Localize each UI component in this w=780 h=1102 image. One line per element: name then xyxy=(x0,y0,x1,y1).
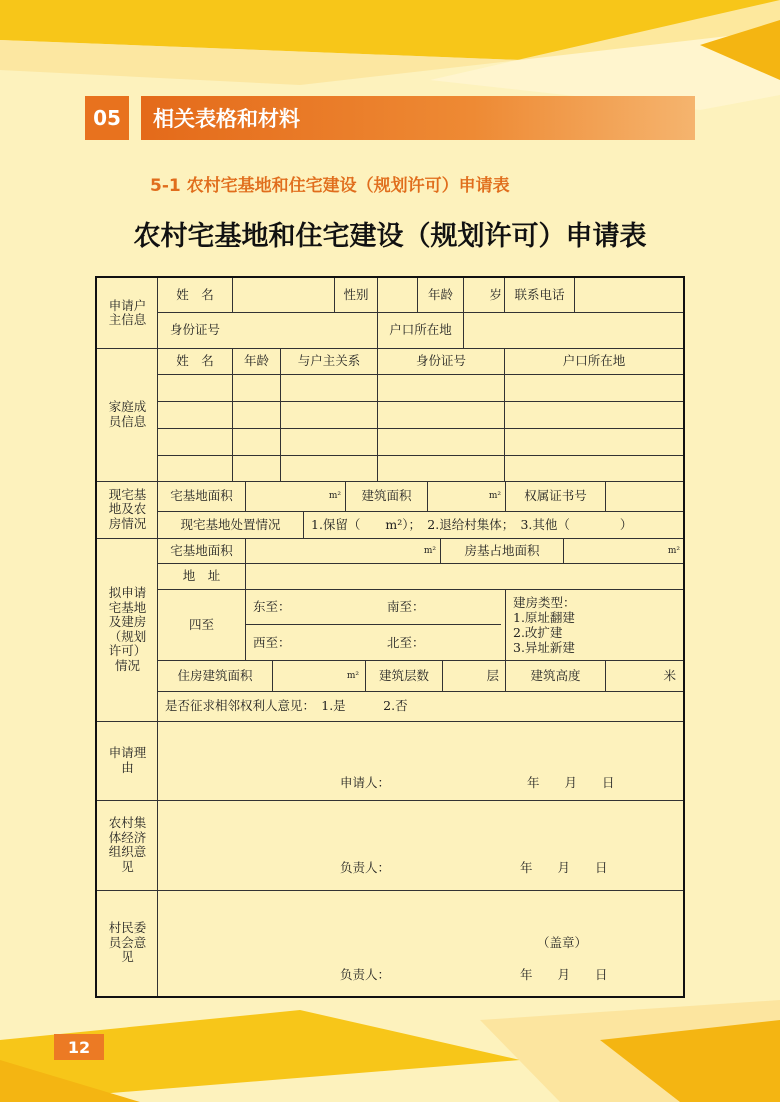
family-row[interactable] xyxy=(158,402,683,428)
build-type-options[interactable]: 建房类型： 1.原址翻建 2.改扩建 3.异址新建 xyxy=(513,595,576,655)
reason-group-label: 申请理由 xyxy=(108,745,147,775)
bound-east-field[interactable]: 东至： xyxy=(253,598,291,614)
height-label: 建筑高度 xyxy=(530,667,581,683)
family-group-label: 家庭成员信息 xyxy=(108,399,147,429)
applicant-hukou-label: 户口所在地 xyxy=(389,322,452,337)
collective-opinion-field[interactable] xyxy=(158,801,683,857)
current-cert-field[interactable] xyxy=(606,481,684,511)
section-number: 05 xyxy=(85,96,129,140)
form-subtitle: 5-1 农村宅基地和住宅建设（规划许可）申请表 xyxy=(150,176,510,196)
section-title: 相关表格和材料 xyxy=(141,96,695,140)
applicant-gender-field[interactable] xyxy=(378,278,417,312)
current-build-area-field[interactable]: m² xyxy=(488,491,501,501)
current-disposal-label: 现宅基地处置情况 xyxy=(180,516,281,532)
bound-north-field[interactable]: 北至： xyxy=(387,634,425,650)
application-form-table xyxy=(95,276,685,998)
bound-west-field[interactable]: 西至： xyxy=(253,634,291,650)
bound-south-field[interactable]: 南至： xyxy=(387,598,425,614)
applicant-name-field[interactable] xyxy=(233,278,334,312)
committee-signer: 负责人： xyxy=(340,967,391,982)
current-group-label: 现宅基地及农房情况 xyxy=(108,486,147,531)
family-header-id: 身份证号 xyxy=(415,353,466,368)
collective-group-label: 农村集体经济组织意见 xyxy=(108,815,147,874)
committee-date: 年 月 日 xyxy=(520,967,608,982)
proposed-occupied-label: 房基占地面积 xyxy=(464,542,540,558)
current-cert-label: 权属证书号 xyxy=(524,488,587,503)
committee-group-label: 村民委员会意见 xyxy=(108,920,147,965)
committee-opinion-field[interactable] xyxy=(158,891,683,931)
proposed-occupied-field[interactable]: m² xyxy=(667,545,680,556)
family-header-relation: 与户主关系 xyxy=(297,353,361,368)
family-header-name: 姓 名 xyxy=(176,353,214,368)
collective-signer: 负责人： xyxy=(340,860,391,875)
proposed-address-field[interactable] xyxy=(246,563,684,589)
proposed-bounds-label: 四至 xyxy=(188,616,214,632)
committee-seal: （盖章） xyxy=(537,935,588,950)
applicant-age-label: 年龄 xyxy=(427,287,453,302)
page-number: 12 xyxy=(54,1034,104,1060)
section-header xyxy=(85,96,695,140)
current-land-area-label: 宅基地面积 xyxy=(170,488,233,503)
current-build-area-label: 建筑面积 xyxy=(361,488,412,503)
applicant-phone-field[interactable] xyxy=(575,278,683,312)
family-header-hukou: 户口所在地 xyxy=(562,353,626,368)
reason-signer: 申请人： xyxy=(340,775,391,790)
consult-neighbors-options[interactable]: 是否征求相邻权利人意见： 1.是 2.否 xyxy=(165,698,408,713)
applicant-gender-label: 性别 xyxy=(343,287,369,302)
family-row[interactable] xyxy=(158,429,683,455)
applicant-age-field[interactable]: 岁 xyxy=(489,287,502,302)
applicant-id-field[interactable] xyxy=(233,312,377,348)
applicant-id-label: 身份证号 xyxy=(169,322,220,337)
proposed-address-label: 地 址 xyxy=(182,568,221,583)
applicant-phone-label: 联系电话 xyxy=(514,287,565,302)
reason-field[interactable] xyxy=(158,722,683,772)
applicant-hukou-field[interactable] xyxy=(464,312,684,348)
proposed-land-area-label: 宅基地面积 xyxy=(170,542,233,558)
applicant-name-label: 姓 名 xyxy=(176,287,214,302)
family-row[interactable] xyxy=(158,375,683,401)
proposed-group-label: 拟申请宅基地及建房（规划许可）情况 xyxy=(108,585,147,673)
collective-date: 年 月 日 xyxy=(520,860,608,875)
current-land-area-field[interactable]: m² xyxy=(328,491,341,501)
floors-field[interactable]: 层 xyxy=(486,667,499,683)
applicant-group-label: 申请户主信息 xyxy=(108,297,147,327)
reason-date: 年 月 日 xyxy=(527,775,615,790)
proposed-land-area-field[interactable]: m² xyxy=(423,545,436,556)
family-row[interactable] xyxy=(158,456,683,481)
family-header-age: 年龄 xyxy=(243,353,269,368)
floors-label: 建筑层数 xyxy=(378,667,429,683)
form-title: 农村宅基地和住宅建设（规划许可）申请表 xyxy=(133,221,647,252)
house-area-label: 住房建筑面积 xyxy=(177,667,253,683)
house-area-field[interactable]: m² xyxy=(346,670,359,681)
current-disposal-options[interactable]: 1.保留（ m²）； 2.退给村集体； 3.其他（ ） xyxy=(311,516,633,532)
height-field[interactable]: 米 xyxy=(663,667,676,683)
